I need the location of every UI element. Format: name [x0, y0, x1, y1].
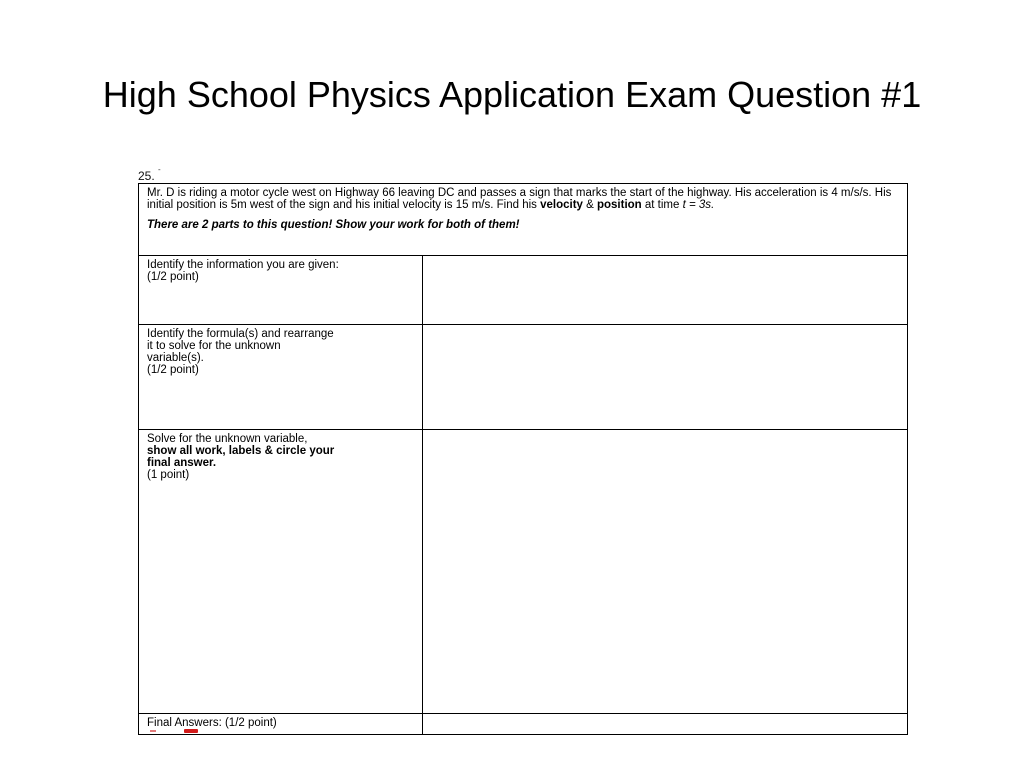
red-mark-small — [150, 730, 156, 732]
problem-velocity: velocity — [540, 199, 583, 211]
final-label: Final Answers: (1/2 point) — [147, 717, 277, 729]
problem-amp: & — [582, 199, 597, 211]
problem-row — [139, 184, 908, 256]
solve-row — [139, 430, 908, 714]
exam-worksheet — [136, 163, 908, 733]
given-points: (1/2 point) — [147, 271, 199, 283]
solve-points: (1 point) — [147, 469, 190, 481]
formula-label-line3: variable(s). — [147, 352, 204, 364]
formula-points: (1/2 point) — [147, 364, 199, 376]
red-mark — [184, 729, 198, 733]
final-label-cell — [139, 714, 423, 735]
solve-label-cell — [139, 430, 423, 714]
question-number: 25. — [138, 169, 155, 183]
formula-answer-cell[interactable] — [423, 325, 908, 430]
solve-answer-cell[interactable] — [423, 430, 908, 714]
slide-title: High School Physics Application Exam Question #1 — [102, 74, 922, 115]
given-row — [139, 256, 908, 325]
formula-label-cell — [139, 325, 423, 430]
formula-label-line2: it to solve for the unknown — [147, 340, 281, 352]
problem-period: . — [711, 199, 715, 211]
problem-at-time: at time — [641, 199, 683, 211]
formula-row — [139, 325, 908, 430]
given-label-cell — [139, 256, 423, 325]
question-mark: - — [158, 165, 161, 174]
given-label: Identify the information you are given: — [147, 259, 339, 271]
formula-label-line1: Identify the formula(s) and rearrange — [147, 328, 334, 340]
solve-label-line1: Solve for the unknown variable, — [147, 433, 308, 445]
problem-instruction: There are 2 parts to this question! Show your work for both of them! — [147, 219, 520, 231]
final-row — [139, 714, 908, 735]
problem-cell — [139, 184, 908, 256]
solve-label-bold1: show all work, labels & circle your — [147, 445, 335, 457]
problem-statement — [147, 187, 899, 211]
problem-position: position — [596, 199, 642, 211]
final-answer-cell[interactable] — [423, 714, 908, 735]
problem-time-expr: t = 3s — [682, 199, 712, 211]
problem-text-part1: Mr. D is riding a motor cycle west on Highway 66 leaving DC and passes a sign that marks the start of the highway. His acceleration is 4 m/s/s. His initial position is 5m west of the sign and his initial velocity is 15 m/s. Find his — [147, 187, 892, 211]
solve-label-bold2: final answer. — [147, 457, 217, 469]
given-answer-cell[interactable] — [423, 256, 908, 325]
question-table — [138, 183, 908, 735]
